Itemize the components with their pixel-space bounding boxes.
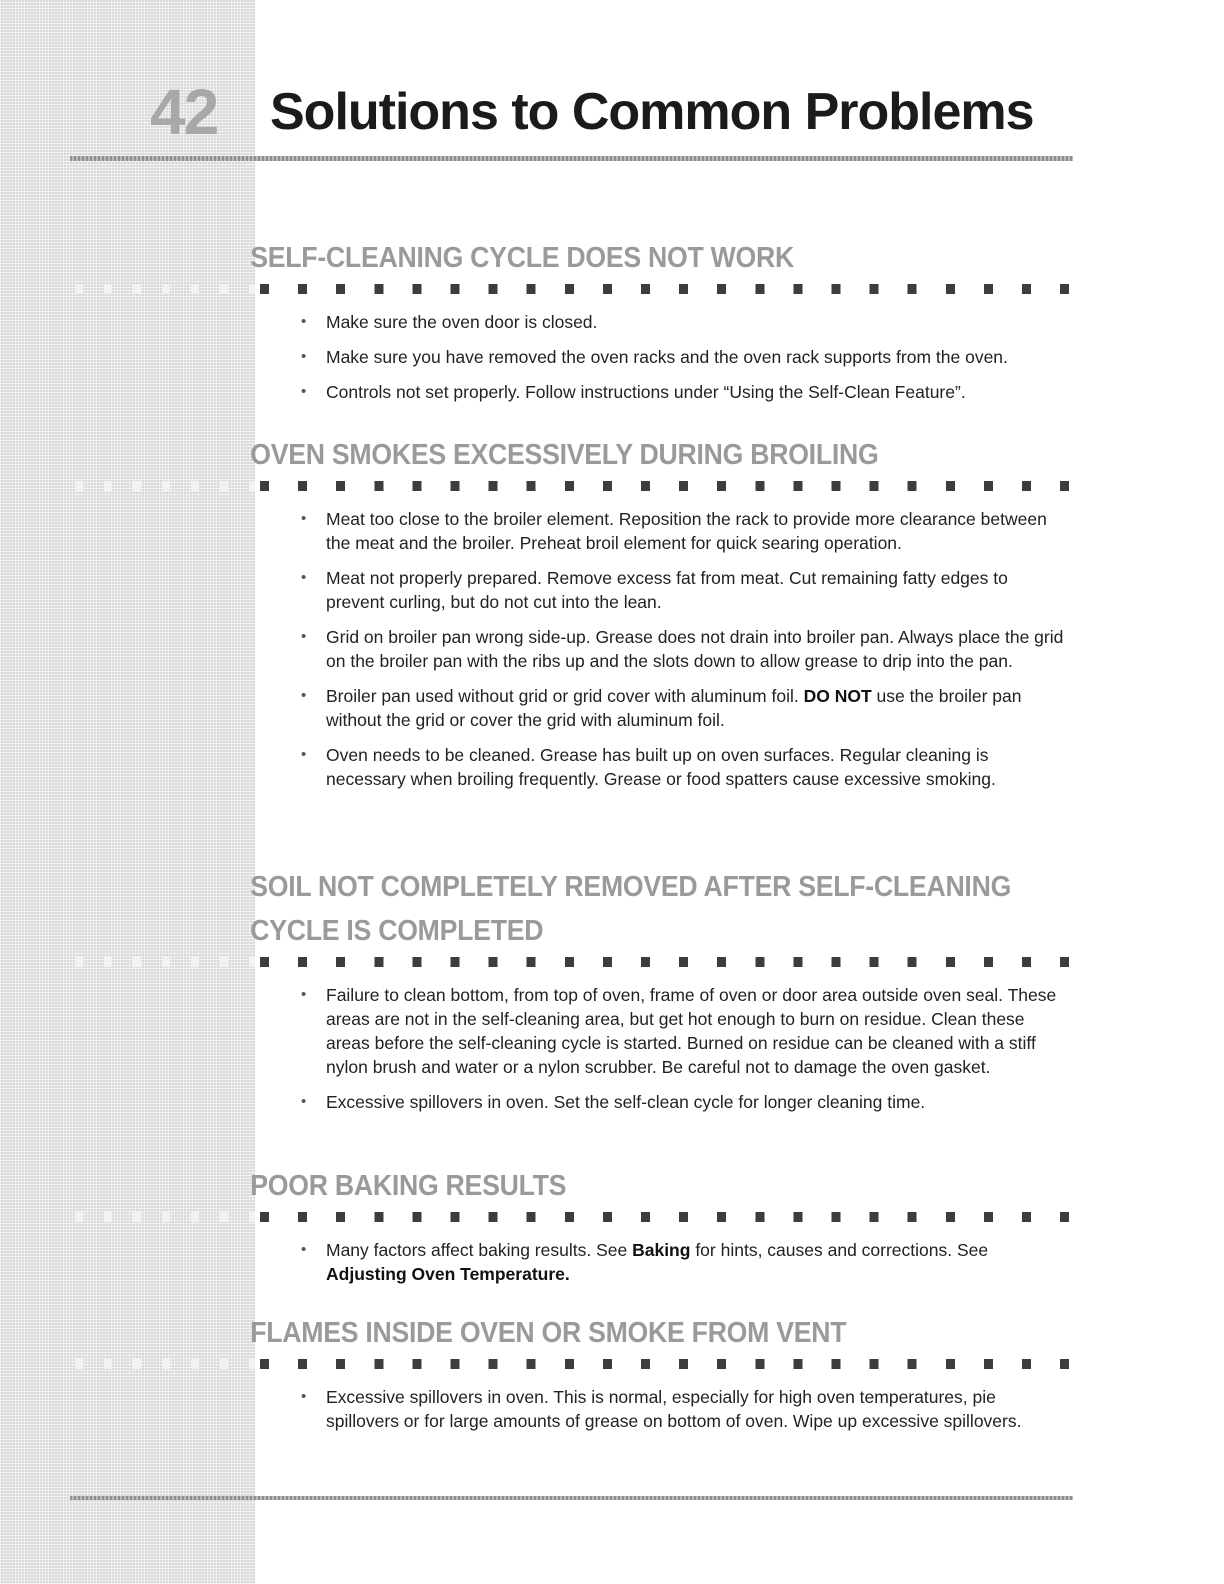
dotted-divider <box>0 282 1224 296</box>
bullet-list <box>0 507 1224 791</box>
page-number: 42 <box>150 76 218 148</box>
adjusting-oven-temperature-reference: Adjusting Oven Temperature. <box>326 1264 570 1284</box>
list-item-text: Many factors affect baking results. See <box>326 1240 633 1260</box>
section-heading: FLAMES INSIDE OVEN OR SMOKE FROM VENT <box>250 1317 847 1349</box>
list-item: • Excessive spillovers in oven. Set the self-clean cycle for longer cleaning time. <box>326 1090 1071 1114</box>
section-heading: SELF-CLEANING CYCLE DOES NOT WORK <box>250 242 795 274</box>
list-item: • Failure to clean bottom, from top of oven, frame of oven or door area outside oven seal. These areas are not in the self-cleaning area, but get hot enough to burn on residue. Clean these areas before the self-cleaning cycle is started. Burned on residue can be cleaned with a stiff nylon brush and water or a nylon scrubber. Be careful not to damage the oven gasket. <box>326 983 1071 1079</box>
header-rule <box>70 156 1073 161</box>
section-heading-line: SOIL NOT COMPLETELY REMOVED AFTER SELF-CLEANING <box>250 871 1012 903</box>
do-not-emphasis: DO NOT <box>803 686 872 706</box>
list-item-text: Broiler pan used without grid or grid cover with aluminum foil. <box>326 686 804 706</box>
dotted-divider <box>0 1210 1224 1224</box>
bullet-list <box>0 1385 1224 1433</box>
section-heading: OVEN SMOKES EXCESSIVELY DURING BROILING <box>250 439 879 471</box>
list-item: • Meat too close to the broiler element. Reposition the rack to provide more clearance between the meat and the broiler. Preheat broil element for quick searing operation. <box>326 507 1071 555</box>
dotted-divider <box>0 955 1224 969</box>
list-item <box>326 684 1071 732</box>
list-item <box>326 1238 1071 1286</box>
dotted-divider <box>0 1357 1224 1371</box>
section-heading <box>0 865 1126 953</box>
list-item: • Excessive spillovers in oven. This is normal, especially for high oven temperatures, pie spillovers or for large amounts of grease on bottom of oven. Wipe up excessive spillovers. <box>326 1385 1071 1433</box>
list-item: • Make sure you have removed the oven racks and the oven rack supports from the oven. <box>326 345 1071 369</box>
section-heading: POOR BAKING RESULTS <box>250 1170 567 1202</box>
section-poor-baking-results <box>0 1164 1224 1297</box>
list-item: • Controls not set properly. Follow instructions under “Using the Self-Clean Feature”. <box>326 380 1071 404</box>
section-oven-smokes-broiling <box>0 433 1224 802</box>
dotted-divider <box>0 479 1224 493</box>
list-item-text: for hints, causes and corrections. See <box>690 1240 989 1260</box>
footer-rule <box>70 1496 1073 1500</box>
list-item: • Grid on broiler pan wrong side-up. Grease does not drain into broiler pan. Always place the grid on the broiler pan with the ribs up and the slots down to allow grease to drip into the pan. <box>326 625 1071 673</box>
baking-reference: Baking <box>632 1240 691 1260</box>
bullet-list <box>0 1238 1224 1286</box>
page-title: Solutions to Common Problems <box>270 83 1034 141</box>
list-item: • Make sure the oven door is closed. <box>326 310 1071 334</box>
list-item-text: use the broiler pan without the grid or cover the grid with aluminum foil. <box>326 686 1022 730</box>
section-self-cleaning-not-working <box>0 236 1224 415</box>
list-item: • Oven needs to be cleaned. Grease has built up on oven surfaces. Regular cleaning is necessary when broiling frequently. Grease or food spatters cause excessive smoking. <box>326 743 1071 791</box>
section-soil-not-removed <box>0 865 1224 1125</box>
bullet-list <box>0 310 1224 404</box>
list-item: • Meat not properly prepared. Remove excess fat from meat. Cut remaining fatty edges to prevent curling, but do not cut into the lean. <box>326 566 1071 614</box>
section-flames-inside-oven <box>0 1311 1224 1444</box>
section-heading-line: CYCLE IS COMPLETED <box>250 915 544 947</box>
bullet-list <box>0 983 1224 1114</box>
